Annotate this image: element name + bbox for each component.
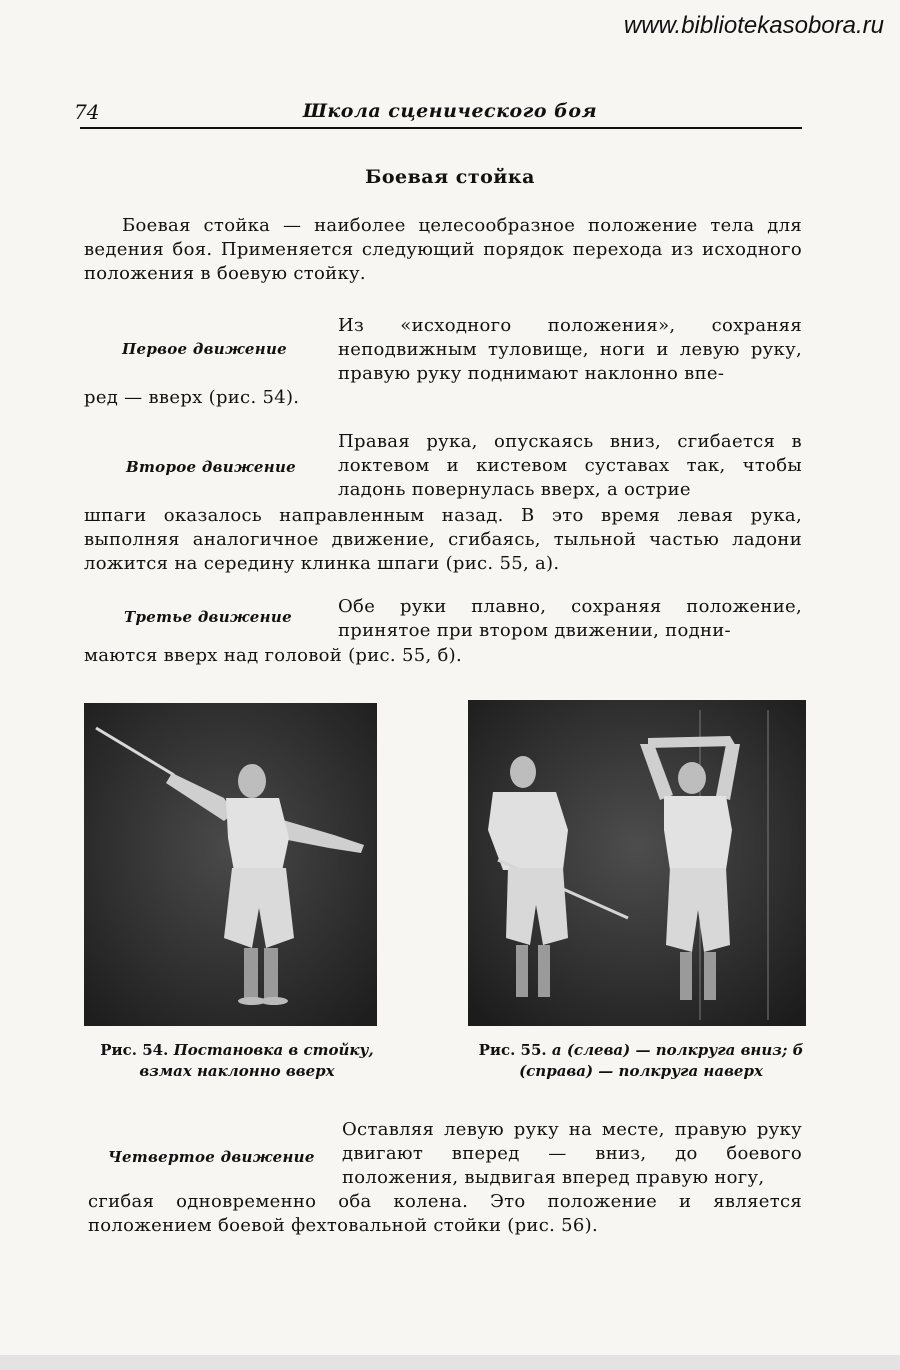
movement-3-text: Обе руки плавно, сохраняя положение, принятое при втором движении, подни- (338, 596, 802, 641)
watermark: www.bibliotekasobora.ru (623, 12, 884, 39)
header-rule (80, 127, 802, 129)
figure-54-caption-text: Постановка в стойку, взмах наклонно вверх (139, 1041, 374, 1080)
figure-55-label: Рис. 55. (478, 1041, 547, 1059)
figure-55-photo (468, 700, 806, 1026)
running-title: Школа сценического боя (302, 100, 598, 122)
movement-4-text: Оставляя левую руку на месте, правую руку двигают вперед — вниз, до боевого положения, выдвигая вперед правую ногу, (342, 1119, 802, 1188)
movement-1-text: Из «исходного положения», сохраняя неподвижным туловище, ноги и левую руку, правую руку поднимают наклонно впе- (338, 315, 802, 384)
figure-54-photo (84, 703, 377, 1026)
movement-2-label: Второе движение (126, 458, 297, 476)
page-bottom-edge (0, 1355, 900, 1370)
figure-54-label: Рис. 54. (100, 1041, 169, 1059)
movement-2-text-continued: шпаги оказалось направленным назад. В это время левая рука, выполняя аналогичное движение, сгибаясь, тыльной частью ладони ложится на середину клинка шпаги (рис. 55, а). (84, 505, 802, 574)
section-title: Боевая стойка (365, 166, 535, 188)
left-leg (244, 948, 258, 998)
movement-3-label: Третье движение (124, 608, 292, 626)
torso (226, 798, 289, 871)
right-leg (264, 948, 278, 998)
movement-1-text-continued: ред — вверх (рис. 54). (84, 387, 300, 408)
figure-b-head (678, 762, 706, 794)
movement-2-text: Правая рука, опускаясь вниз, сгибается в локтевом и кистевом суставах так, чтобы ладонь повернулась вверх, а острие (338, 431, 802, 500)
figure-54-illustration (84, 703, 377, 1026)
movement-1-label: Первое движение (122, 340, 288, 358)
movement-3-text-continued: маются вверх над головой (рис. 55, б). (84, 645, 462, 666)
figure-a-torso (488, 792, 568, 870)
movement-4-text-continued: сгибая одновременно оба колена. Это положение и является положением боевой фехтовальной стойки (рис. 56). (88, 1191, 802, 1236)
movement-4-label: Четвертое движение (108, 1148, 315, 1166)
intro-paragraph: Боевая стойка — наиболее целесообразное положение тела для ведения боя. Применяется следующий порядок перехода из исходного положения в боевую стойку. (84, 215, 802, 284)
page-number: 74 (74, 100, 100, 124)
figure-55-caption (478, 1040, 804, 1082)
figure-54-caption (92, 1040, 382, 1082)
figure-b-torso (664, 796, 732, 870)
figure-55-illustration (468, 700, 806, 1026)
figure-b-raised-arms (648, 736, 736, 748)
head (238, 764, 266, 798)
figure-55-caption-text: а (слева) — полкруга вниз; б (справа) — полкруга наверх (519, 1041, 804, 1080)
figure-a-head (510, 756, 536, 788)
